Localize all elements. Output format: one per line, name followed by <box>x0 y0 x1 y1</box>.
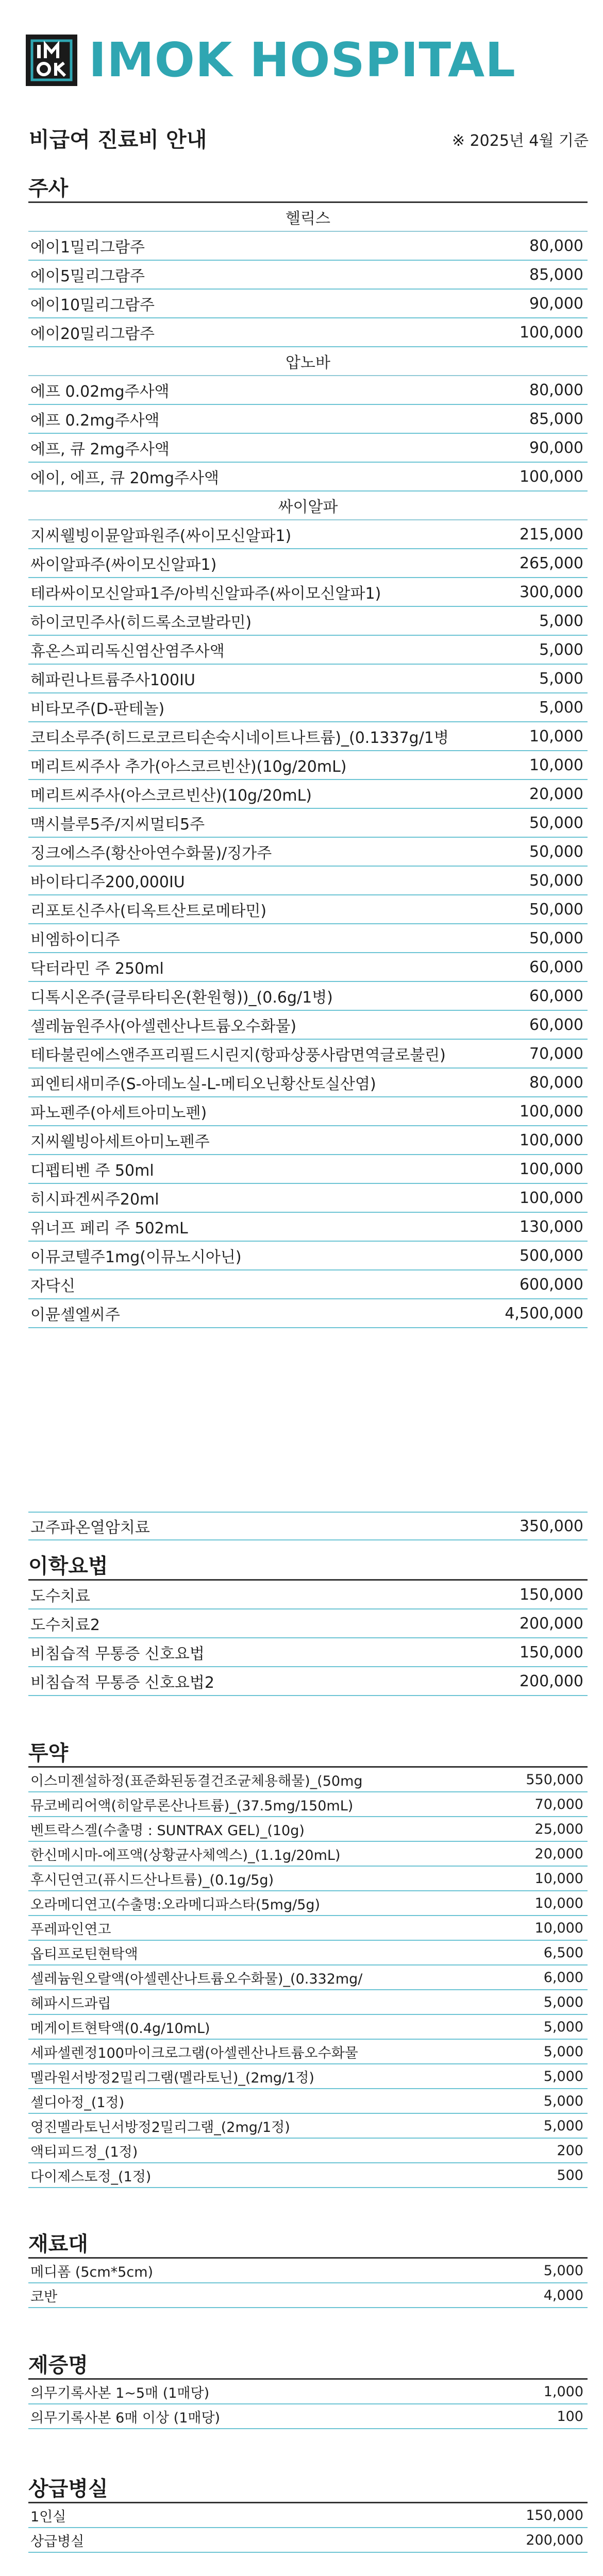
item-name: 바이타디주200,000IU <box>30 873 185 891</box>
item-name: 파노펜주(아세트아미노펜) <box>30 1104 207 1122</box>
section-injection <box>28 169 588 1328</box>
table-row <box>28 2139 588 2163</box>
item-name: 도수치료2 <box>30 1616 100 1634</box>
item-name: 디펩티벤 주 50ml <box>30 1162 154 1180</box>
item-price: 10,000 <box>529 727 583 745</box>
item-name: 푸레파인연고 <box>30 1921 111 1938</box>
table-row <box>28 405 588 434</box>
table-row <box>28 2114 588 2139</box>
table-row <box>28 1768 588 1792</box>
table-row <box>28 1184 588 1213</box>
item-price: 265,000 <box>519 554 583 572</box>
item-name: 액티피드정_(1정) <box>30 2144 138 2160</box>
item-name: 에이5밀리그람주 <box>30 267 145 285</box>
item-price: 150,000 <box>519 1643 583 1662</box>
item-price: 200,000 <box>526 2532 583 2548</box>
table-row <box>28 520 588 549</box>
table-row <box>28 2015 588 2040</box>
item-name: 테라싸이모신알파1주/아빅신알파주(싸이모신알파1) <box>30 585 381 603</box>
item-price: 90,000 <box>529 438 583 457</box>
table-row <box>28 751 588 780</box>
table-row <box>28 549 588 578</box>
item-price: 5,000 <box>543 2068 583 2084</box>
table-row <box>28 1990 588 2015</box>
item-price: 60,000 <box>529 1015 583 1034</box>
hospital-header <box>26 27 516 94</box>
item-price: 500 <box>557 2167 583 2183</box>
materials-table <box>28 2259 588 2308</box>
table-row <box>28 1512 588 1540</box>
item-price: 350,000 <box>519 1517 583 1535</box>
table-row <box>28 1965 588 1990</box>
item-name: 상급병실 <box>30 2533 85 2550</box>
table-row <box>28 636 588 665</box>
table-row <box>28 1299 588 1328</box>
item-name: 세파셀렌정100마이크로그램(아셀렌산나트륨오수화물 <box>30 2045 358 2061</box>
item-price: 5,000 <box>543 1994 583 2010</box>
item-name: 옵티프로틴현탁액 <box>30 1946 138 1962</box>
item-price: 200 <box>557 2142 583 2159</box>
item-price: 50,000 <box>529 929 583 947</box>
table-row <box>28 1638 588 1667</box>
section-title: 제증명 <box>28 2346 588 2380</box>
item-name: 1인실 <box>30 2509 66 2525</box>
item-price: 70,000 <box>534 1796 583 1812</box>
item-name: 영진멜라토닌서방정2밀리그램_(2mg/1정) <box>30 2119 290 2136</box>
item-price: 50,000 <box>529 814 583 832</box>
table-row <box>28 780 588 809</box>
table-row <box>28 1097 588 1126</box>
table-row <box>28 1011 588 1040</box>
table-row <box>28 693 588 722</box>
table-row <box>28 578 588 607</box>
table-row <box>28 2503 588 2528</box>
table-row <box>28 1842 588 1867</box>
item-price: 550,000 <box>526 1771 583 1788</box>
item-name: 코티소루주(히드로코르티손숙시네이트나트륨)_(0.1337g/1병 <box>30 729 449 747</box>
table-row <box>28 463 588 492</box>
item-name: 휴온스피리독신염산염주사액 <box>30 642 225 660</box>
item-price: 5,000 <box>539 669 583 688</box>
item-name: 지씨웰빙이뮨알파원주(싸이모신알파1) <box>30 527 292 545</box>
section-certificates <box>28 2346 588 2429</box>
table-row <box>28 722 588 751</box>
item-price: 4,000 <box>543 2287 583 2303</box>
section-hyperthermia <box>28 1512 588 1540</box>
date-note: ※ 2025년 4월 기준 <box>451 132 589 150</box>
table-row <box>28 1916 588 1941</box>
item-price: 6,500 <box>543 1944 583 1961</box>
table-row <box>28 1817 588 1842</box>
page-title: 비급여 진료비 안내 <box>29 127 207 152</box>
item-name: 비엠하이디주 <box>30 931 120 949</box>
item-name: 메리트씨주사 추가(아스코르빈산)(10g/20mL) <box>30 758 347 776</box>
item-price: 150,000 <box>519 1585 583 1604</box>
item-price: 80,000 <box>529 236 583 255</box>
item-name: 피엔티새미주(S-아데노실-L-메티오닌황산토실산염) <box>30 1075 376 1093</box>
table-row <box>28 318 588 347</box>
item-name: 오라메디연고(수출명:오라메디파스타(5mg/5g) <box>30 1896 321 1913</box>
table-row <box>28 2064 588 2089</box>
table-row <box>28 2380 588 2404</box>
item-price: 215,000 <box>519 525 583 544</box>
item-name: 의무기록사본 6매 이상 (1매당) <box>30 2410 221 2426</box>
item-price: 100,000 <box>519 1131 583 1149</box>
item-price: 4,500,000 <box>505 1304 583 1323</box>
item-price: 5,000 <box>539 612 583 630</box>
meds-table <box>28 1768 588 2188</box>
item-price: 70,000 <box>529 1044 583 1063</box>
item-name: 자닥신 <box>30 1277 75 1295</box>
table-row <box>28 2528 588 2553</box>
item-name: 싸이알파주(싸이모신알파1) <box>30 556 217 574</box>
item-name: 맥시블루5주/지씨멀티5주 <box>30 816 205 834</box>
imok-logo-icon <box>30 39 73 82</box>
table-row <box>28 1609 588 1638</box>
item-name: 헤파린나트륨주사100IU <box>30 671 195 689</box>
item-name: 이뮤코텔주1mg(이뮤노시아닌) <box>30 1248 242 1266</box>
section-title: 상급병실 <box>28 2469 588 2503</box>
item-price: 50,000 <box>529 842 583 861</box>
table-row <box>28 1213 588 1242</box>
item-price: 5,000 <box>539 698 583 717</box>
item-price: 80,000 <box>529 1073 583 1092</box>
table-row <box>28 867 588 895</box>
table-row <box>28 434 588 463</box>
item-name: 테타불린에스앤주프리필드시린지(항파상풍사람면역글로불린) <box>30 1046 446 1064</box>
item-price: 10,000 <box>534 1895 583 1911</box>
item-name: 에이1밀리그람주 <box>30 239 145 257</box>
subgroup-label: 헬릭스 <box>286 210 330 228</box>
item-name: 에이, 에프, 큐 20mg주사액 <box>30 469 219 487</box>
table-row <box>28 1270 588 1299</box>
item-name: 에이20밀리그람주 <box>30 325 155 343</box>
item-price: 5,000 <box>543 2117 583 2134</box>
item-price: 150,000 <box>526 2507 583 2523</box>
table-row <box>28 1040 588 1069</box>
table-row <box>28 2283 588 2308</box>
item-price: 60,000 <box>529 987 583 1005</box>
hyperthermia-table <box>28 1512 588 1540</box>
item-name: 셀레늄원주사(아셀렌산나트륨오수화물) <box>30 1018 297 1036</box>
table-row <box>28 2163 588 2188</box>
item-price: 80,000 <box>529 381 583 399</box>
item-name: 후시딘연고(퓨시드산나트륨)_(0.1g/5g) <box>30 1872 274 1888</box>
subgroup-header <box>28 492 588 520</box>
hospital-logo <box>26 35 77 86</box>
item-name: 셀디아정_(1정) <box>30 2094 125 2111</box>
table-row <box>28 2089 588 2114</box>
table-row <box>28 2404 588 2429</box>
table-row <box>28 924 588 953</box>
table-row <box>28 809 588 838</box>
item-name: 닥터라민 주 250ml <box>30 960 164 978</box>
item-price: 50,000 <box>529 900 583 919</box>
item-price: 50,000 <box>529 871 583 890</box>
item-name: 셀레늄원오랄액(아셀렌산나트륨오수화물)_(0.332mg/ <box>30 1971 363 1987</box>
item-name: 위너프 페리 주 502mL <box>30 1219 188 1238</box>
table-row <box>28 1126 588 1155</box>
item-name: 징크에스주(황산아연수화물)/징가주 <box>30 844 272 862</box>
item-price: 500,000 <box>519 1246 583 1265</box>
item-price: 130,000 <box>519 1217 583 1236</box>
table-row <box>28 232 588 261</box>
item-name: 의무기록사본 1~5매 (1매당) <box>30 2385 210 2401</box>
item-name: 코반 <box>30 2289 58 2305</box>
item-price: 25,000 <box>534 1821 583 1837</box>
table-row <box>28 1867 588 1891</box>
item-name: 에이10밀리그람주 <box>30 296 155 314</box>
item-price: 90,000 <box>529 294 583 313</box>
section-materials <box>28 2225 588 2308</box>
certificates-table <box>28 2380 588 2429</box>
injection-table <box>28 203 588 1328</box>
item-name: 비침습적 무통증 신호요법2 <box>30 1674 214 1692</box>
item-price: 100 <box>557 2408 583 2425</box>
table-row <box>28 607 588 636</box>
table-row <box>28 1069 588 1097</box>
physio-table <box>28 1581 588 1696</box>
item-price: 20,000 <box>534 1845 583 1862</box>
item-price: 100,000 <box>519 467 583 486</box>
table-row <box>28 895 588 924</box>
table-row <box>28 1155 588 1184</box>
item-name: 다이제스토정_(1정) <box>30 2168 152 2185</box>
table-row <box>28 376 588 405</box>
item-name: 디톡시온주(글루타티온(환원형))_(0.6g/1병) <box>30 989 333 1007</box>
item-price: 100,000 <box>519 1189 583 1207</box>
item-price: 10,000 <box>534 1920 583 1936</box>
table-row <box>28 1242 588 1270</box>
section-physio <box>28 1547 588 1696</box>
item-name: 히시파겐씨주20ml <box>30 1191 159 1209</box>
item-name: 지씨웰빙아세트아미노펜주 <box>30 1133 210 1151</box>
item-name: 이뮨셀엘씨주 <box>30 1306 120 1324</box>
table-row <box>28 1891 588 1916</box>
item-price: 100,000 <box>519 323 583 342</box>
item-name: 이스미젠설하정(표준화된동결건조균체용해물)_(50mg <box>30 1773 363 1789</box>
subgroup-label: 싸이알파 <box>278 498 338 516</box>
item-price: 5,000 <box>543 2262 583 2279</box>
table-row <box>28 290 588 318</box>
item-name: 벤트락스겔(수출명 : SUNTRAX GEL)_(10g) <box>30 1822 305 1839</box>
subgroup-label: 압노바 <box>286 354 330 372</box>
section-title: 이학요법 <box>28 1547 588 1581</box>
item-name: 하이코민주사(히드록소코발라민) <box>30 614 252 632</box>
item-price: 1,000 <box>543 2383 583 2400</box>
section-title: 주사 <box>28 169 588 203</box>
item-price: 600,000 <box>519 1275 583 1294</box>
item-name: 리포토신주사(티옥트산트로메타민) <box>30 902 267 920</box>
table-row <box>28 1941 588 1965</box>
table-row <box>28 2259 588 2283</box>
item-price: 200,000 <box>519 1614 583 1633</box>
item-price: 6,000 <box>543 1969 583 1986</box>
table-row <box>28 2040 588 2064</box>
item-price: 100,000 <box>519 1160 583 1178</box>
table-row <box>28 1581 588 1609</box>
item-name: 비침습적 무통증 신호요법 <box>30 1645 205 1663</box>
item-name: 멜라원서방정2밀리그램(멜라토닌)_(2mg/1정) <box>30 2070 314 2086</box>
section-title: 투약 <box>28 1734 588 1768</box>
section-rooms <box>28 2469 588 2553</box>
table-row <box>28 665 588 693</box>
table-row <box>28 838 588 867</box>
subgroup-header <box>28 203 588 232</box>
item-name: 메디폼 (5cm*5cm) <box>30 2264 154 2280</box>
item-name: 에프 0.02mg주사액 <box>30 383 170 401</box>
section-title: 재료대 <box>28 2225 588 2259</box>
item-name: 뮤코베리어액(히알루론산나트륨)_(37.5mg/150mL) <box>30 1798 354 1814</box>
subgroup-header <box>28 347 588 376</box>
hospital-name: IMOK HOSPITAL <box>89 32 516 88</box>
item-price: 10,000 <box>529 756 583 774</box>
table-row <box>28 953 588 982</box>
item-price: 100,000 <box>519 1102 583 1121</box>
item-name: 메리트씨주사(아스코르빈산)(10g/20mL) <box>30 787 312 805</box>
item-price: 85,000 <box>529 265 583 284</box>
item-name: 한신메시마-에프액(상황균사체엑스)_(1.1g/20mL) <box>30 1847 341 1863</box>
item-price: 5,000 <box>539 640 583 659</box>
item-name: 에프 0.2mg주사액 <box>30 412 160 430</box>
item-name: 헤파시드과립 <box>30 1995 111 2012</box>
item-price: 85,000 <box>529 410 583 428</box>
table-row <box>28 1667 588 1696</box>
section-meds <box>28 1734 588 2188</box>
table-row <box>28 1792 588 1817</box>
item-price: 60,000 <box>529 958 583 976</box>
item-name: 고주파온열암치료 <box>30 1519 150 1537</box>
table-row <box>28 982 588 1011</box>
item-price: 5,000 <box>543 2019 583 2035</box>
item-price: 20,000 <box>529 785 583 803</box>
item-price: 5,000 <box>543 2093 583 2109</box>
item-price: 200,000 <box>519 1672 583 1690</box>
rooms-table <box>28 2503 588 2553</box>
item-price: 10,000 <box>534 1870 583 1887</box>
item-name: 도수치료 <box>30 1587 90 1605</box>
item-name: 메게이트현탁액(0.4g/10mL) <box>30 2020 210 2037</box>
item-price: 300,000 <box>519 583 583 601</box>
table-row <box>28 261 588 290</box>
item-name: 에프, 큐 2mg주사액 <box>30 440 170 459</box>
item-price: 5,000 <box>543 2043 583 2060</box>
item-name: 비타모주(D-판테놀) <box>30 700 165 718</box>
